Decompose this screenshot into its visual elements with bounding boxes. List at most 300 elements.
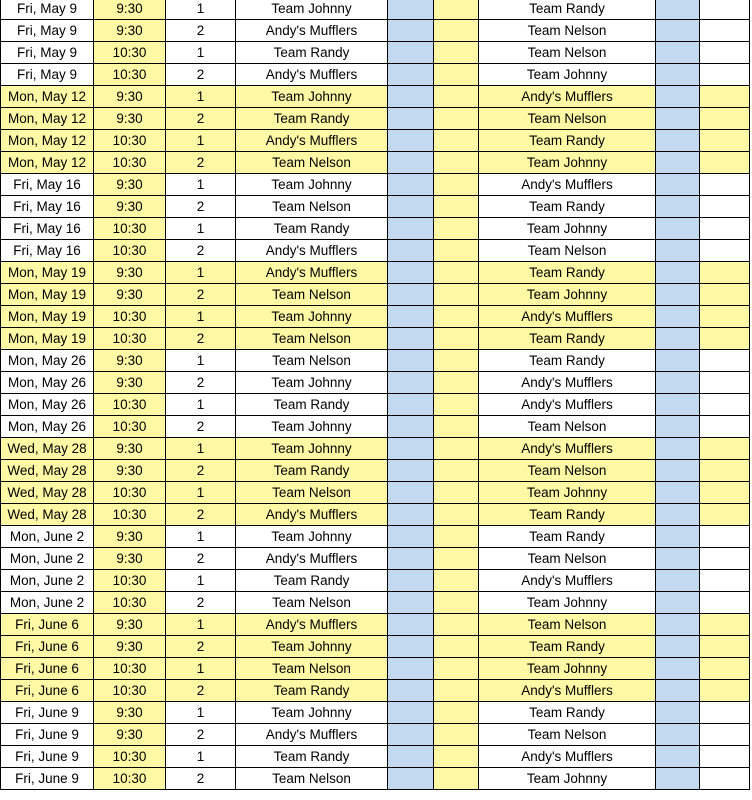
away-score-cell[interactable] xyxy=(656,152,700,174)
field-cell[interactable]: 1 xyxy=(166,0,236,20)
time-cell[interactable]: 10:30 xyxy=(94,504,166,526)
date-cell[interactable]: Fri, June 9 xyxy=(1,724,94,746)
spacer-cell[interactable] xyxy=(434,680,479,702)
away-score-cell[interactable] xyxy=(656,702,700,724)
time-cell[interactable]: 10:30 xyxy=(94,570,166,592)
date-cell[interactable]: Fri, June 9 xyxy=(1,768,94,790)
away-score-cell[interactable] xyxy=(656,86,700,108)
home-score-cell[interactable] xyxy=(388,86,434,108)
spacer-cell[interactable] xyxy=(434,482,479,504)
date-cell[interactable]: Wed, May 28 xyxy=(1,438,94,460)
time-cell[interactable]: 9:30 xyxy=(94,702,166,724)
home-team-cell[interactable]: Andy's Mufflers xyxy=(236,262,388,284)
time-cell[interactable]: 9:30 xyxy=(94,614,166,636)
spacer-cell[interactable] xyxy=(434,152,479,174)
field-cell[interactable]: 2 xyxy=(166,372,236,394)
away-team-cell[interactable]: Andy's Mufflers xyxy=(479,680,656,702)
away-score-cell[interactable] xyxy=(656,262,700,284)
home-score-cell[interactable] xyxy=(388,218,434,240)
field-cell[interactable]: 2 xyxy=(166,152,236,174)
home-team-cell[interactable]: Team Johnny xyxy=(236,174,388,196)
field-cell[interactable]: 1 xyxy=(166,394,236,416)
time-cell[interactable]: 9:30 xyxy=(94,284,166,306)
away-team-cell[interactable]: Team Nelson xyxy=(479,42,656,64)
time-cell[interactable]: 10:30 xyxy=(94,658,166,680)
home-team-cell[interactable]: Andy's Mufflers xyxy=(236,64,388,86)
home-score-cell[interactable] xyxy=(388,658,434,680)
home-team-cell[interactable]: Andy's Mufflers xyxy=(236,548,388,570)
home-team-cell[interactable]: Andy's Mufflers xyxy=(236,240,388,262)
spacer-cell[interactable] xyxy=(434,108,479,130)
field-cell[interactable]: 1 xyxy=(166,42,236,64)
home-team-cell[interactable]: Andy's Mufflers xyxy=(236,504,388,526)
away-score-cell[interactable] xyxy=(656,284,700,306)
field-cell[interactable]: 2 xyxy=(166,768,236,790)
field-cell[interactable]: 1 xyxy=(166,130,236,152)
empty-cell[interactable] xyxy=(700,152,750,174)
away-score-cell[interactable] xyxy=(656,42,700,64)
home-score-cell[interactable] xyxy=(388,482,434,504)
away-team-cell[interactable]: Team Nelson xyxy=(479,614,656,636)
away-team-cell[interactable]: Andy's Mufflers xyxy=(479,306,656,328)
away-score-cell[interactable] xyxy=(656,526,700,548)
home-score-cell[interactable] xyxy=(388,20,434,42)
home-team-cell[interactable]: Team Randy xyxy=(236,570,388,592)
home-score-cell[interactable] xyxy=(388,548,434,570)
home-team-cell[interactable]: Andy's Mufflers xyxy=(236,20,388,42)
field-cell[interactable]: 2 xyxy=(166,108,236,130)
time-cell[interactable]: 9:30 xyxy=(94,548,166,570)
date-cell[interactable]: Mon, May 19 xyxy=(1,328,94,350)
field-cell[interactable]: 2 xyxy=(166,240,236,262)
home-score-cell[interactable] xyxy=(388,636,434,658)
field-cell[interactable]: 2 xyxy=(166,328,236,350)
time-cell[interactable]: 10:30 xyxy=(94,680,166,702)
home-team-cell[interactable]: Team Johnny xyxy=(236,86,388,108)
field-cell[interactable]: 1 xyxy=(166,174,236,196)
away-score-cell[interactable] xyxy=(656,196,700,218)
time-cell[interactable]: 9:30 xyxy=(94,460,166,482)
empty-cell[interactable] xyxy=(700,680,750,702)
away-score-cell[interactable] xyxy=(656,416,700,438)
empty-cell[interactable] xyxy=(700,592,750,614)
home-score-cell[interactable] xyxy=(388,460,434,482)
away-score-cell[interactable] xyxy=(656,548,700,570)
home-score-cell[interactable] xyxy=(388,42,434,64)
away-score-cell[interactable] xyxy=(656,504,700,526)
date-cell[interactable]: Mon, May 26 xyxy=(1,416,94,438)
empty-cell[interactable] xyxy=(700,64,750,86)
home-team-cell[interactable]: Andy's Mufflers xyxy=(236,130,388,152)
away-team-cell[interactable]: Team Randy xyxy=(479,636,656,658)
home-team-cell[interactable]: Team Johnny xyxy=(236,416,388,438)
date-cell[interactable]: Fri, May 9 xyxy=(1,20,94,42)
time-cell[interactable]: 9:30 xyxy=(94,262,166,284)
date-cell[interactable]: Mon, May 19 xyxy=(1,306,94,328)
date-cell[interactable]: Mon, June 2 xyxy=(1,526,94,548)
empty-cell[interactable] xyxy=(700,196,750,218)
date-cell[interactable]: Fri, May 16 xyxy=(1,218,94,240)
spacer-cell[interactable] xyxy=(434,86,479,108)
empty-cell[interactable] xyxy=(700,20,750,42)
field-cell[interactable]: 2 xyxy=(166,196,236,218)
field-cell[interactable]: 2 xyxy=(166,64,236,86)
date-cell[interactable]: Fri, May 9 xyxy=(1,0,94,20)
field-cell[interactable]: 1 xyxy=(166,306,236,328)
home-team-cell[interactable]: Team Johnny xyxy=(236,306,388,328)
home-team-cell[interactable]: Team Nelson xyxy=(236,768,388,790)
spacer-cell[interactable] xyxy=(434,350,479,372)
away-score-cell[interactable] xyxy=(656,460,700,482)
field-cell[interactable]: 1 xyxy=(166,702,236,724)
home-team-cell[interactable]: Team Nelson xyxy=(236,196,388,218)
date-cell[interactable]: Mon, May 19 xyxy=(1,284,94,306)
empty-cell[interactable] xyxy=(700,130,750,152)
home-team-cell[interactable]: Team Randy xyxy=(236,746,388,768)
away-score-cell[interactable] xyxy=(656,592,700,614)
away-score-cell[interactable] xyxy=(656,746,700,768)
home-team-cell[interactable]: Team Johnny xyxy=(236,372,388,394)
date-cell[interactable]: Mon, June 2 xyxy=(1,570,94,592)
empty-cell[interactable] xyxy=(700,614,750,636)
away-score-cell[interactable] xyxy=(656,614,700,636)
time-cell[interactable]: 9:30 xyxy=(94,86,166,108)
time-cell[interactable]: 10:30 xyxy=(94,592,166,614)
date-cell[interactable]: Fri, May 16 xyxy=(1,196,94,218)
time-cell[interactable]: 10:30 xyxy=(94,416,166,438)
away-team-cell[interactable]: Andy's Mufflers xyxy=(479,372,656,394)
date-cell[interactable]: Fri, June 6 xyxy=(1,614,94,636)
away-team-cell[interactable]: Team Randy xyxy=(479,526,656,548)
home-score-cell[interactable] xyxy=(388,592,434,614)
away-team-cell[interactable]: Team Johnny xyxy=(479,218,656,240)
home-team-cell[interactable]: Andy's Mufflers xyxy=(236,724,388,746)
spacer-cell[interactable] xyxy=(434,372,479,394)
home-score-cell[interactable] xyxy=(388,108,434,130)
away-team-cell[interactable]: Andy's Mufflers xyxy=(479,174,656,196)
empty-cell[interactable] xyxy=(700,526,750,548)
time-cell[interactable]: 9:30 xyxy=(94,196,166,218)
spacer-cell[interactable] xyxy=(434,42,479,64)
time-cell[interactable]: 10:30 xyxy=(94,64,166,86)
empty-cell[interactable] xyxy=(700,0,750,20)
time-cell[interactable]: 9:30 xyxy=(94,20,166,42)
time-cell[interactable]: 10:30 xyxy=(94,306,166,328)
away-team-cell[interactable]: Andy's Mufflers xyxy=(479,746,656,768)
date-cell[interactable]: Wed, May 28 xyxy=(1,482,94,504)
field-cell[interactable]: 2 xyxy=(166,416,236,438)
home-score-cell[interactable] xyxy=(388,680,434,702)
home-team-cell[interactable]: Team Nelson xyxy=(236,350,388,372)
time-cell[interactable]: 10:30 xyxy=(94,482,166,504)
away-team-cell[interactable]: Team Randy xyxy=(479,130,656,152)
home-team-cell[interactable]: Team Randy xyxy=(236,42,388,64)
away-score-cell[interactable] xyxy=(656,64,700,86)
home-score-cell[interactable] xyxy=(388,768,434,790)
spacer-cell[interactable] xyxy=(434,0,479,20)
empty-cell[interactable] xyxy=(700,240,750,262)
home-score-cell[interactable] xyxy=(388,504,434,526)
away-score-cell[interactable] xyxy=(656,20,700,42)
field-cell[interactable]: 1 xyxy=(166,614,236,636)
empty-cell[interactable] xyxy=(700,218,750,240)
date-cell[interactable]: Mon, May 26 xyxy=(1,350,94,372)
empty-cell[interactable] xyxy=(700,746,750,768)
empty-cell[interactable] xyxy=(700,636,750,658)
home-score-cell[interactable] xyxy=(388,174,434,196)
time-cell[interactable]: 10:30 xyxy=(94,394,166,416)
empty-cell[interactable] xyxy=(700,768,750,790)
home-score-cell[interactable] xyxy=(388,350,434,372)
away-score-cell[interactable] xyxy=(656,394,700,416)
field-cell[interactable]: 1 xyxy=(166,350,236,372)
spacer-cell[interactable] xyxy=(434,702,479,724)
field-cell[interactable]: 1 xyxy=(166,86,236,108)
spacer-cell[interactable] xyxy=(434,570,479,592)
away-team-cell[interactable]: Team Nelson xyxy=(479,240,656,262)
away-score-cell[interactable] xyxy=(656,680,700,702)
date-cell[interactable]: Mon, May 12 xyxy=(1,130,94,152)
time-cell[interactable]: 10:30 xyxy=(94,768,166,790)
field-cell[interactable]: 1 xyxy=(166,438,236,460)
home-team-cell[interactable]: Team Nelson xyxy=(236,592,388,614)
home-team-cell[interactable]: Team Johnny xyxy=(236,438,388,460)
spacer-cell[interactable] xyxy=(434,328,479,350)
spacer-cell[interactable] xyxy=(434,240,479,262)
time-cell[interactable]: 9:30 xyxy=(94,372,166,394)
time-cell[interactable]: 9:30 xyxy=(94,526,166,548)
home-team-cell[interactable]: Team Randy xyxy=(236,460,388,482)
home-score-cell[interactable] xyxy=(388,328,434,350)
time-cell[interactable]: 9:30 xyxy=(94,724,166,746)
spacer-cell[interactable] xyxy=(434,526,479,548)
date-cell[interactable]: Mon, May 19 xyxy=(1,262,94,284)
time-cell[interactable]: 10:30 xyxy=(94,328,166,350)
field-cell[interactable]: 1 xyxy=(166,262,236,284)
home-team-cell[interactable]: Team Randy xyxy=(236,680,388,702)
away-team-cell[interactable]: Team Randy xyxy=(479,504,656,526)
empty-cell[interactable] xyxy=(700,372,750,394)
date-cell[interactable]: Mon, May 26 xyxy=(1,372,94,394)
spacer-cell[interactable] xyxy=(434,196,479,218)
home-team-cell[interactable]: Team Johnny xyxy=(236,702,388,724)
away-team-cell[interactable]: Team Nelson xyxy=(479,20,656,42)
time-cell[interactable]: 10:30 xyxy=(94,746,166,768)
date-cell[interactable]: Fri, June 9 xyxy=(1,702,94,724)
away-team-cell[interactable]: Team Randy xyxy=(479,702,656,724)
away-team-cell[interactable]: Team Johnny xyxy=(479,482,656,504)
field-cell[interactable]: 2 xyxy=(166,504,236,526)
empty-cell[interactable] xyxy=(700,416,750,438)
spacer-cell[interactable] xyxy=(434,262,479,284)
away-team-cell[interactable]: Andy's Mufflers xyxy=(479,394,656,416)
home-score-cell[interactable] xyxy=(388,570,434,592)
spacer-cell[interactable] xyxy=(434,768,479,790)
empty-cell[interactable] xyxy=(700,328,750,350)
field-cell[interactable]: 1 xyxy=(166,526,236,548)
date-cell[interactable]: Fri, May 16 xyxy=(1,174,94,196)
away-team-cell[interactable]: Andy's Mufflers xyxy=(479,438,656,460)
field-cell[interactable]: 1 xyxy=(166,658,236,680)
field-cell[interactable]: 2 xyxy=(166,460,236,482)
home-team-cell[interactable]: Team Nelson xyxy=(236,152,388,174)
empty-cell[interactable] xyxy=(700,42,750,64)
field-cell[interactable]: 1 xyxy=(166,482,236,504)
away-team-cell[interactable]: Team Nelson xyxy=(479,108,656,130)
away-team-cell[interactable]: Team Nelson xyxy=(479,548,656,570)
away-team-cell[interactable]: Team Johnny xyxy=(479,64,656,86)
field-cell[interactable]: 1 xyxy=(166,570,236,592)
empty-cell[interactable] xyxy=(700,658,750,680)
spacer-cell[interactable] xyxy=(434,724,479,746)
time-cell[interactable]: 9:30 xyxy=(94,174,166,196)
away-team-cell[interactable]: Team Nelson xyxy=(479,460,656,482)
empty-cell[interactable] xyxy=(700,504,750,526)
home-score-cell[interactable] xyxy=(388,0,434,20)
away-team-cell[interactable]: Team Johnny xyxy=(479,152,656,174)
away-score-cell[interactable] xyxy=(656,658,700,680)
home-score-cell[interactable] xyxy=(388,416,434,438)
field-cell[interactable]: 2 xyxy=(166,20,236,42)
away-score-cell[interactable] xyxy=(656,218,700,240)
time-cell[interactable]: 9:30 xyxy=(94,438,166,460)
field-cell[interactable]: 2 xyxy=(166,284,236,306)
home-team-cell[interactable]: Team Johnny xyxy=(236,526,388,548)
empty-cell[interactable] xyxy=(700,108,750,130)
spacer-cell[interactable] xyxy=(434,746,479,768)
date-cell[interactable]: Wed, May 28 xyxy=(1,460,94,482)
home-score-cell[interactable] xyxy=(388,64,434,86)
spacer-cell[interactable] xyxy=(434,174,479,196)
spacer-cell[interactable] xyxy=(434,636,479,658)
date-cell[interactable]: Mon, May 12 xyxy=(1,108,94,130)
away-score-cell[interactable] xyxy=(656,108,700,130)
field-cell[interactable]: 1 xyxy=(166,218,236,240)
time-cell[interactable]: 10:30 xyxy=(94,42,166,64)
away-score-cell[interactable] xyxy=(656,636,700,658)
away-score-cell[interactable] xyxy=(656,570,700,592)
home-score-cell[interactable] xyxy=(388,724,434,746)
date-cell[interactable]: Fri, June 9 xyxy=(1,746,94,768)
home-team-cell[interactable]: Team Randy xyxy=(236,394,388,416)
home-score-cell[interactable] xyxy=(388,614,434,636)
date-cell[interactable]: Mon, June 2 xyxy=(1,548,94,570)
date-cell[interactable]: Mon, May 12 xyxy=(1,86,94,108)
away-team-cell[interactable]: Team Johnny xyxy=(479,592,656,614)
away-score-cell[interactable] xyxy=(656,328,700,350)
home-team-cell[interactable]: Team Nelson xyxy=(236,328,388,350)
spacer-cell[interactable] xyxy=(434,504,479,526)
away-team-cell[interactable]: Team Nelson xyxy=(479,416,656,438)
away-score-cell[interactable] xyxy=(656,768,700,790)
empty-cell[interactable] xyxy=(700,350,750,372)
date-cell[interactable]: Fri, May 9 xyxy=(1,64,94,86)
away-score-cell[interactable] xyxy=(656,240,700,262)
away-score-cell[interactable] xyxy=(656,350,700,372)
home-score-cell[interactable] xyxy=(388,196,434,218)
away-team-cell[interactable]: Team Johnny xyxy=(479,658,656,680)
away-team-cell[interactable]: Andy's Mufflers xyxy=(479,86,656,108)
date-cell[interactable]: Fri, June 6 xyxy=(1,636,94,658)
time-cell[interactable]: 9:30 xyxy=(94,350,166,372)
home-team-cell[interactable]: Team Nelson xyxy=(236,482,388,504)
time-cell[interactable]: 10:30 xyxy=(94,240,166,262)
home-team-cell[interactable]: Team Nelson xyxy=(236,658,388,680)
away-score-cell[interactable] xyxy=(656,482,700,504)
time-cell[interactable]: 10:30 xyxy=(94,218,166,240)
away-score-cell[interactable] xyxy=(656,438,700,460)
away-score-cell[interactable] xyxy=(656,130,700,152)
spacer-cell[interactable] xyxy=(434,284,479,306)
home-score-cell[interactable] xyxy=(388,284,434,306)
date-cell[interactable]: Mon, May 12 xyxy=(1,152,94,174)
time-cell[interactable]: 10:30 xyxy=(94,152,166,174)
empty-cell[interactable] xyxy=(700,460,750,482)
date-cell[interactable]: Mon, June 2 xyxy=(1,592,94,614)
away-score-cell[interactable] xyxy=(656,724,700,746)
spacer-cell[interactable] xyxy=(434,416,479,438)
date-cell[interactable]: Mon, May 26 xyxy=(1,394,94,416)
empty-cell[interactable] xyxy=(700,284,750,306)
home-score-cell[interactable] xyxy=(388,746,434,768)
empty-cell[interactable] xyxy=(700,174,750,196)
home-score-cell[interactable] xyxy=(388,130,434,152)
away-team-cell[interactable]: Team Randy xyxy=(479,0,656,20)
away-team-cell[interactable]: Team Johnny xyxy=(479,284,656,306)
spacer-cell[interactable] xyxy=(434,306,479,328)
empty-cell[interactable] xyxy=(700,394,750,416)
home-score-cell[interactable] xyxy=(388,240,434,262)
field-cell[interactable]: 2 xyxy=(166,592,236,614)
date-cell[interactable]: Fri, May 9 xyxy=(1,42,94,64)
away-score-cell[interactable] xyxy=(656,174,700,196)
home-score-cell[interactable] xyxy=(388,306,434,328)
home-team-cell[interactable]: Team Randy xyxy=(236,218,388,240)
home-team-cell[interactable]: Team Nelson xyxy=(236,284,388,306)
field-cell[interactable]: 2 xyxy=(166,636,236,658)
away-team-cell[interactable]: Andy's Mufflers xyxy=(479,570,656,592)
spacer-cell[interactable] xyxy=(434,592,479,614)
spacer-cell[interactable] xyxy=(434,614,479,636)
home-score-cell[interactable] xyxy=(388,372,434,394)
empty-cell[interactable] xyxy=(700,262,750,284)
home-team-cell[interactable]: Andy's Mufflers xyxy=(236,614,388,636)
home-score-cell[interactable] xyxy=(388,526,434,548)
date-cell[interactable]: Fri, May 16 xyxy=(1,240,94,262)
home-team-cell[interactable]: Team Randy xyxy=(236,108,388,130)
empty-cell[interactable] xyxy=(700,438,750,460)
spacer-cell[interactable] xyxy=(434,548,479,570)
spacer-cell[interactable] xyxy=(434,218,479,240)
away-team-cell[interactable]: Team Randy xyxy=(479,350,656,372)
spacer-cell[interactable] xyxy=(434,64,479,86)
field-cell[interactable]: 2 xyxy=(166,724,236,746)
time-cell[interactable]: 9:30 xyxy=(94,636,166,658)
spacer-cell[interactable] xyxy=(434,394,479,416)
home-score-cell[interactable] xyxy=(388,394,434,416)
away-team-cell[interactable]: Team Randy xyxy=(479,196,656,218)
spacer-cell[interactable] xyxy=(434,438,479,460)
empty-cell[interactable] xyxy=(700,306,750,328)
time-cell[interactable]: 10:30 xyxy=(94,130,166,152)
empty-cell[interactable] xyxy=(700,86,750,108)
home-score-cell[interactable] xyxy=(388,152,434,174)
field-cell[interactable]: 2 xyxy=(166,548,236,570)
spacer-cell[interactable] xyxy=(434,20,479,42)
date-cell[interactable]: Fri, June 6 xyxy=(1,680,94,702)
away-team-cell[interactable]: Team Johnny xyxy=(479,768,656,790)
home-score-cell[interactable] xyxy=(388,702,434,724)
